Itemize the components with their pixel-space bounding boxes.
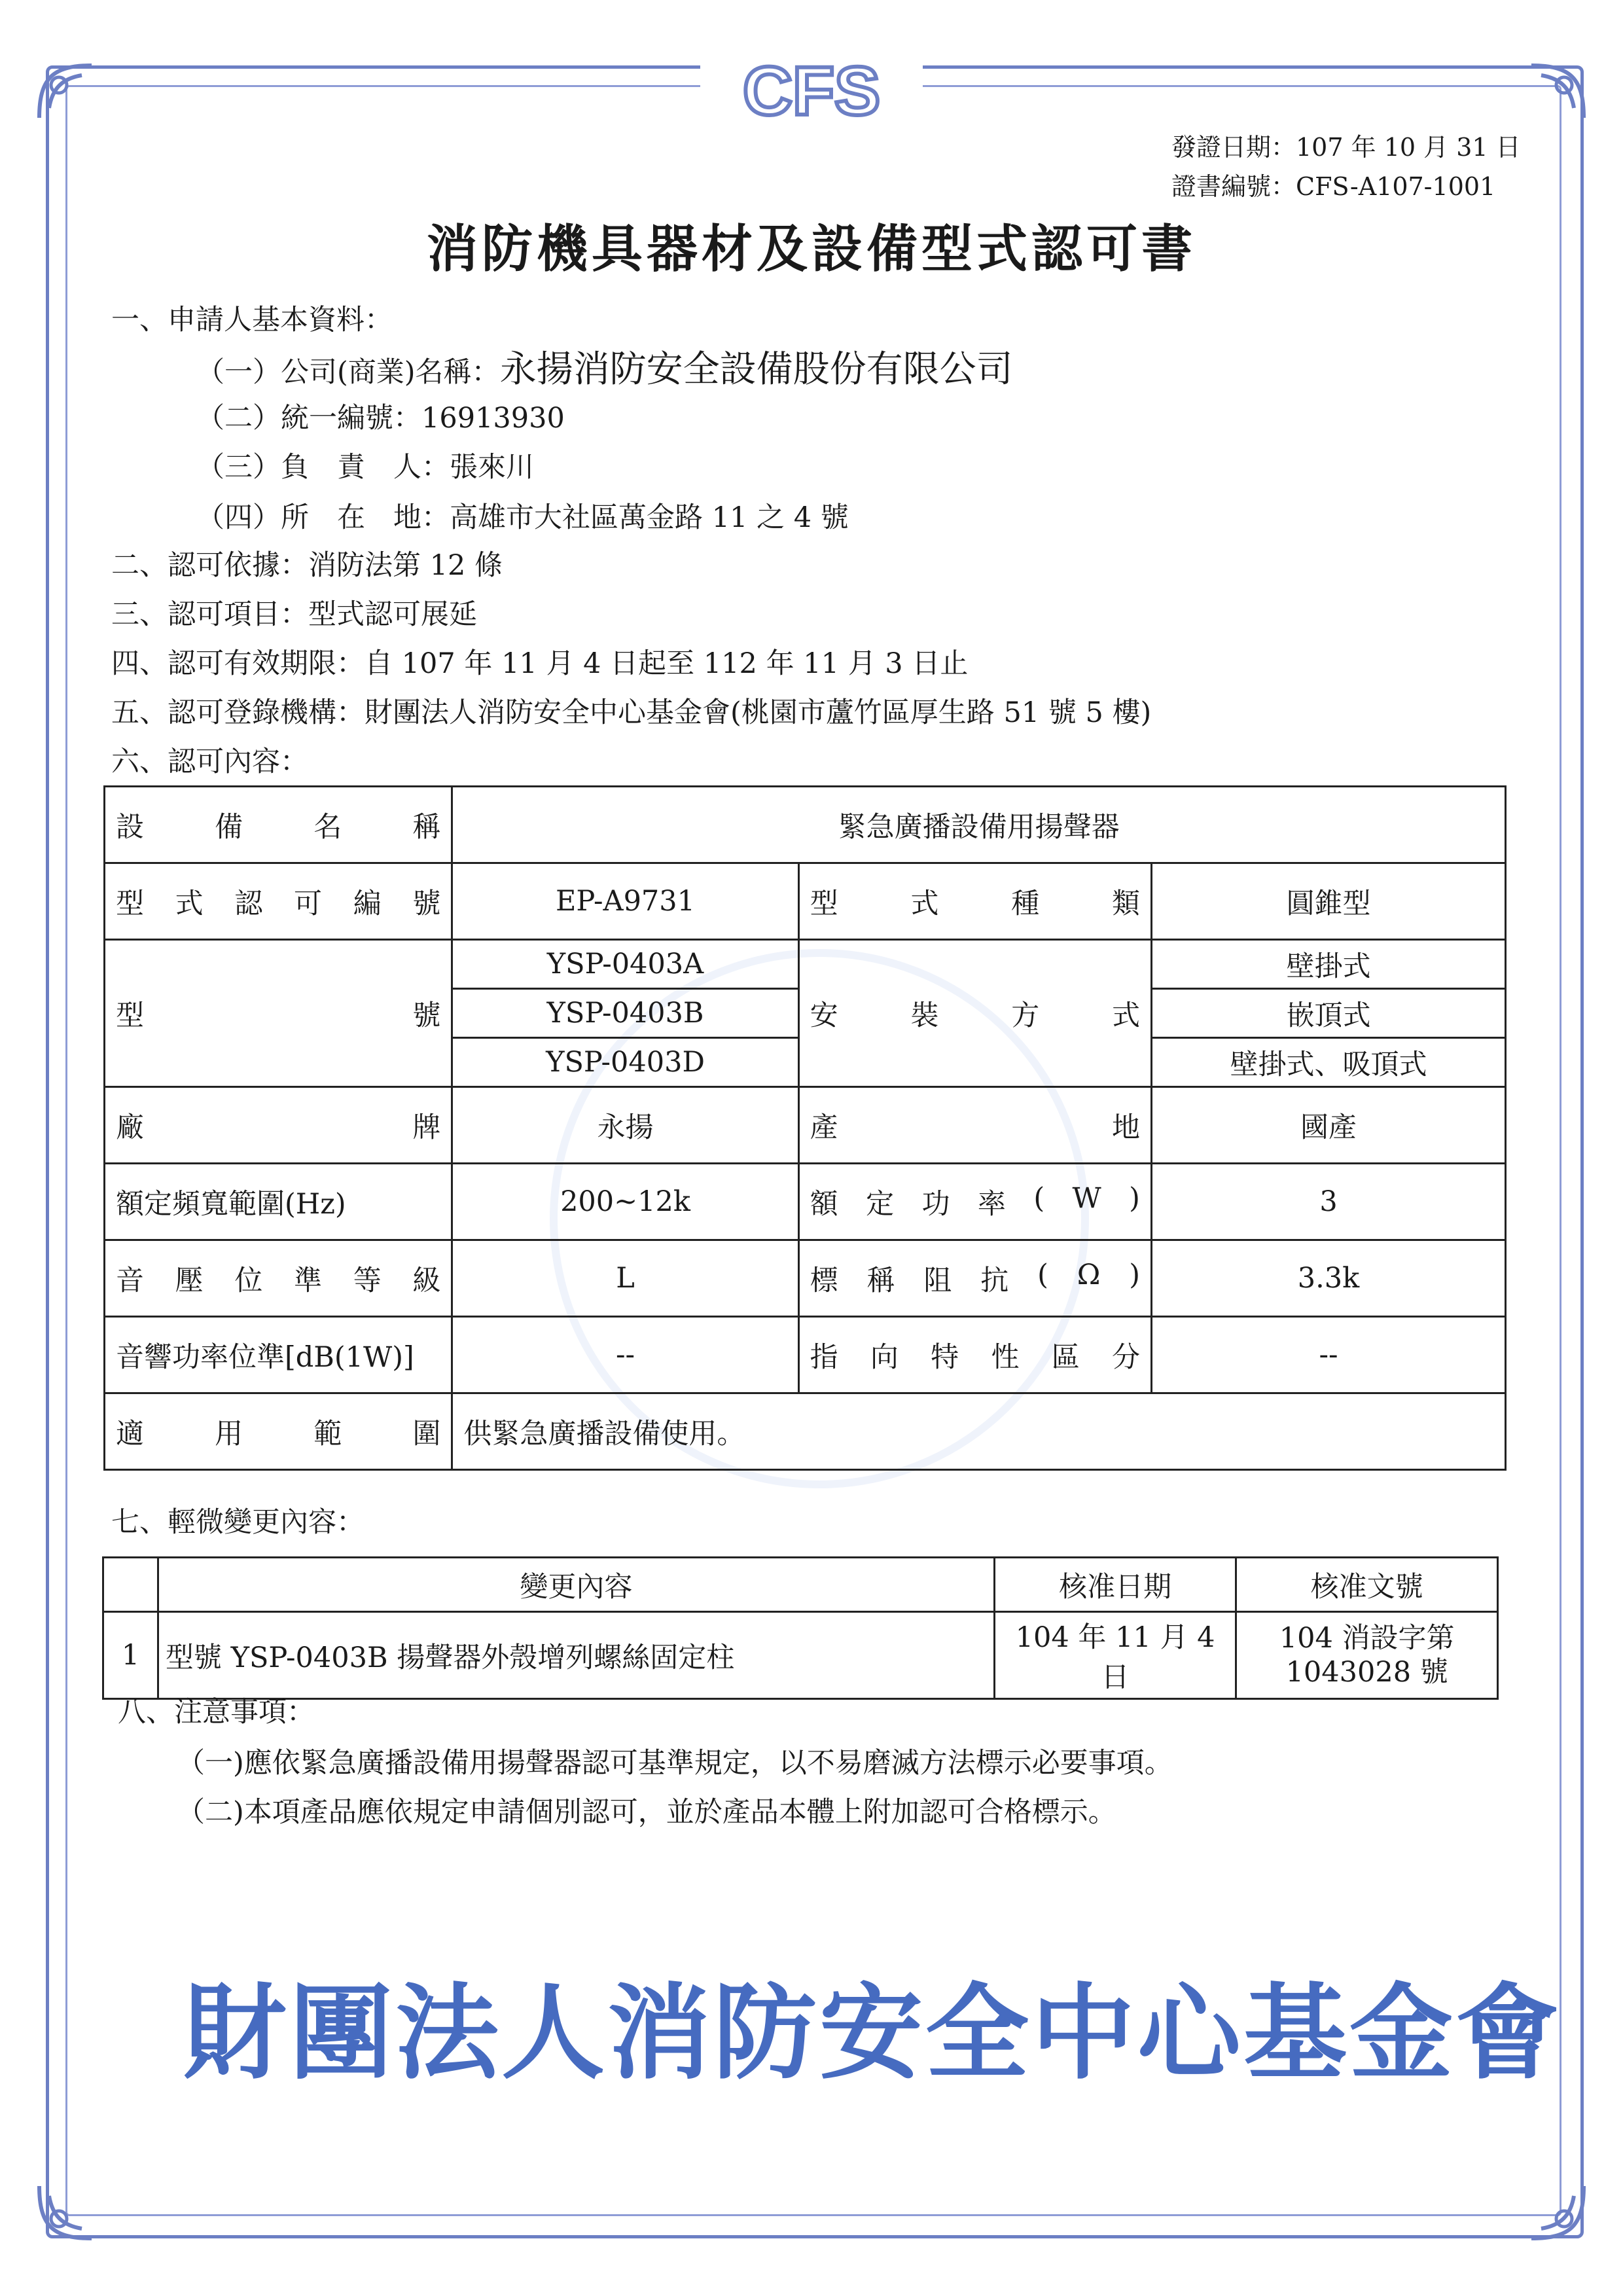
install-a: 壁掛式 — [1152, 940, 1506, 989]
scope-value: 供緊急廣播設備使用。 — [452, 1393, 1506, 1470]
cert-label: 型 式 認 可 編 號 — [105, 863, 452, 940]
issuer-seal: 財團法人消防安全中心基金會 — [183, 1973, 1561, 2094]
section-basis: 二、認可依據：消防法第 12 條 — [111, 549, 503, 582]
table-row — [103, 1612, 1498, 1699]
direction-label: 指 向 特 性 區 分 — [798, 1317, 1151, 1393]
spl-label: 音 壓 位 準 等 級 — [105, 1240, 452, 1317]
uid-row: （二）統一編號：16913930 — [196, 402, 565, 435]
header-content: 變更內容 — [158, 1558, 994, 1612]
power-label: 額 定 功 率 ( W ) — [798, 1164, 1151, 1240]
model-label: 型 號 — [105, 940, 452, 1087]
install-label: 安 裝 方 式 — [798, 940, 1151, 1087]
section-notes: 八、注意事項： — [118, 1696, 315, 1729]
change-doc: 104 消設字第 1043028 號 — [1236, 1612, 1498, 1699]
cert-value: EP-A9731 — [452, 863, 798, 940]
origin-value: 國產 — [1152, 1087, 1506, 1164]
table-row — [105, 1164, 1506, 1240]
document-title: 消防機具器材及設備型式認可書 — [426, 219, 1196, 279]
issue-info — [1171, 128, 1521, 206]
type-value: 圓錐型 — [1152, 863, 1506, 940]
origin-label: 產 地 — [798, 1087, 1151, 1164]
brand-label: 廠 牌 — [105, 1087, 452, 1164]
section-item: 三、認可項目：型式認可展延 — [111, 598, 477, 631]
address-row: （四）所 在 地：高雄市大社區萬金路 11 之 4 號 — [196, 501, 849, 534]
owner-row: （三）負 責 人：張來川 — [196, 451, 534, 484]
swl-value: -- — [452, 1317, 798, 1393]
model-b: YSP-0403B — [452, 989, 798, 1038]
section-registry: 五、認可登錄機構：財團法人消防安全中心基金會(桃園市蘆竹區厚生路 51 號 5 樓) — [111, 696, 1152, 729]
name-value: 緊急廣播設備用揚聲器 — [452, 787, 1506, 863]
section-changes: 七、輕微變更內容： — [111, 1506, 365, 1539]
note-1: （一)應依緊急廣播設備用揚聲器認可基準規定，以不易磨滅方法標示必要事項。 — [177, 1747, 1173, 1780]
table-row — [105, 1087, 1506, 1164]
impedance-value: 3.3k — [1152, 1240, 1506, 1317]
table-row — [105, 1393, 1506, 1470]
table-header-row — [103, 1558, 1498, 1612]
change-date: 104 年 11 月 4 日 — [994, 1612, 1236, 1699]
brand-value: 永揚 — [452, 1087, 798, 1164]
change-content: 型號 YSP-0403B 揚聲器外殼增列螺絲固定柱 — [158, 1612, 994, 1699]
table-row — [105, 1317, 1506, 1393]
direction-value: -- — [1152, 1317, 1506, 1393]
change-no: 1 — [103, 1612, 158, 1699]
header-date: 核准日期 — [994, 1558, 1236, 1612]
table-row — [105, 940, 1506, 989]
table-row — [105, 1240, 1506, 1317]
certificate-number: 證書編號：CFS-A107-1001 — [1171, 172, 1496, 201]
spec-table — [103, 785, 1507, 1471]
impedance-label: 標 稱 阻 抗 ( Ω ) — [798, 1240, 1151, 1317]
section-content: 六、認可內容： — [111, 745, 308, 778]
model-d: YSP-0403D — [452, 1038, 798, 1087]
logo-text: CFS — [743, 53, 880, 130]
freq-value: 200~12k — [452, 1164, 798, 1240]
name-label: 設 備 名 稱 — [105, 787, 452, 863]
company-name-row — [196, 340, 1013, 393]
corner-ornament-bottom-left — [26, 2173, 105, 2251]
corner-ornament-top-left — [26, 52, 105, 131]
issue-date: 發證日期：107 年 10 月 31 日 — [1171, 133, 1521, 162]
company-value: 永揚消防安全設備股份有限公司 — [499, 348, 1013, 391]
model-a: YSP-0403A — [452, 940, 798, 989]
company-label: （一）公司(商業)名稱： — [196, 356, 500, 389]
note-2: （二)本項產品應依規定申請個別認可，並於產品本體上附加認可合格標示。 — [177, 1796, 1116, 1829]
table-row — [105, 787, 1506, 863]
type-label: 型 式 種 類 — [798, 863, 1151, 940]
cfs-logo — [700, 52, 923, 131]
freq-label: 額定頻寬範圍(Hz) — [105, 1164, 452, 1240]
install-b: 嵌頂式 — [1152, 989, 1506, 1038]
section-applicant: 一、申請人基本資料： — [111, 304, 393, 336]
scope-label: 適 用 範 圍 — [105, 1393, 452, 1470]
section-validity: 四、認可有效期限：自 107 年 11 月 4 日起至 112 年 11 月 3 日止 — [111, 647, 969, 680]
spl-value: L — [452, 1240, 798, 1317]
power-value: 3 — [1152, 1164, 1506, 1240]
corner-ornament-bottom-right — [1518, 2173, 1597, 2251]
corner-ornament-top-right — [1518, 52, 1597, 131]
table-row — [105, 863, 1506, 940]
install-d: 壁掛式、吸頂式 — [1152, 1038, 1506, 1087]
changes-table — [102, 1556, 1499, 1700]
cfs-logo-mark — [700, 52, 923, 131]
header-doc: 核准文號 — [1236, 1558, 1498, 1612]
swl-label: 音響功率位準[dB(1W)] — [105, 1317, 452, 1393]
